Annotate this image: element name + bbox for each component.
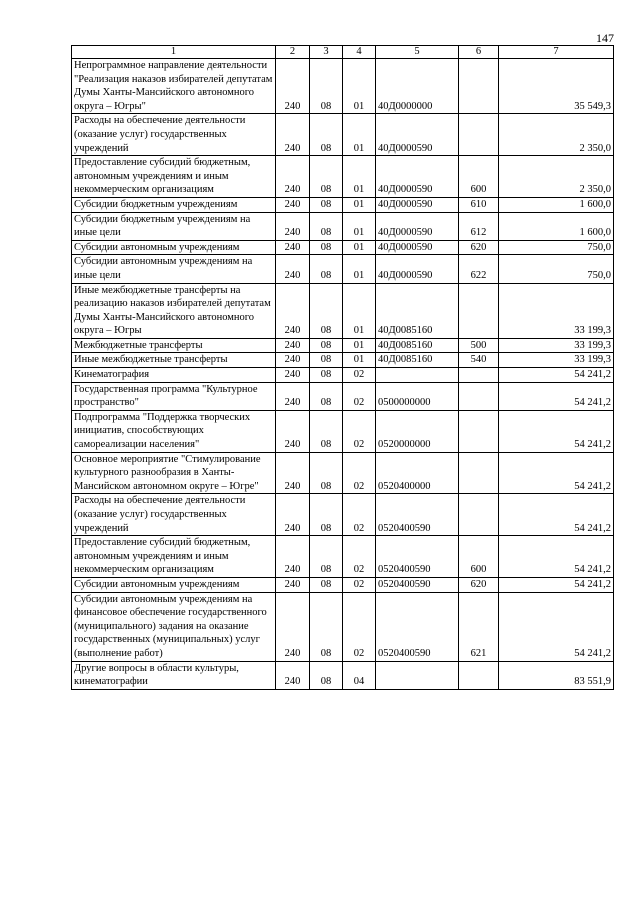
row-amount-cell: 33 199,3	[499, 338, 614, 353]
row-target-article-cell: 40Д0085160	[376, 338, 459, 353]
row-expense-type-cell	[459, 382, 499, 410]
row-subsection-cell: 01	[343, 212, 376, 240]
row-section-cell: 08	[310, 240, 343, 255]
row-name-cell: Основное мероприятие "Стимулирование культурного разнообразия в Ханты-Мансийском автономном округе – Югре"	[72, 452, 276, 494]
row-section-cell: 08	[310, 114, 343, 156]
row-expense-type-cell: 600	[459, 156, 499, 198]
header-row	[72, 46, 614, 59]
row-amount-cell: 54 241,2	[499, 494, 614, 536]
table-row	[72, 577, 614, 592]
row-name-cell: Подпрограмма "Поддержка творческих инициатив, способствующих самореализации населения"	[72, 410, 276, 452]
table-row	[72, 536, 614, 578]
row-target-article-cell: 0520400590	[376, 494, 459, 536]
row-code-cell: 240	[276, 240, 310, 255]
row-subsection-cell: 02	[343, 577, 376, 592]
row-expense-type-cell: 600	[459, 536, 499, 578]
row-amount-cell: 1 600,0	[499, 212, 614, 240]
row-amount-cell: 54 241,2	[499, 452, 614, 494]
row-name-cell: Субсидии автономным учреждениям	[72, 240, 276, 255]
row-subsection-cell: 02	[343, 494, 376, 536]
row-code-cell: 240	[276, 197, 310, 212]
row-subsection-cell: 02	[343, 536, 376, 578]
row-name-cell: Расходы на обеспечение деятельности (оказание услуг) государственных учреждений	[72, 494, 276, 536]
row-code-cell: 240	[276, 255, 310, 283]
row-subsection-cell: 01	[343, 255, 376, 283]
row-section-cell: 08	[310, 452, 343, 494]
row-expense-type-cell	[459, 410, 499, 452]
row-expense-type-cell	[459, 114, 499, 156]
row-subsection-cell: 02	[343, 452, 376, 494]
header-cell-7: 7	[499, 46, 614, 59]
row-subsection-cell: 02	[343, 592, 376, 661]
table-row	[72, 353, 614, 368]
table-row	[72, 255, 614, 283]
row-target-article-cell: 40Д0000590	[376, 240, 459, 255]
row-target-article-cell: 40Д0000590	[376, 114, 459, 156]
row-subsection-cell: 01	[343, 59, 376, 114]
row-name-cell: Государственная программа "Культурное пространство"	[72, 382, 276, 410]
row-code-cell: 240	[276, 338, 310, 353]
row-expense-type-cell: 621	[459, 592, 499, 661]
table-row	[72, 338, 614, 353]
row-amount-cell: 54 241,2	[499, 410, 614, 452]
row-expense-type-cell: 540	[459, 353, 499, 368]
row-section-cell: 08	[310, 536, 343, 578]
row-code-cell: 240	[276, 592, 310, 661]
row-expense-type-cell: 610	[459, 197, 499, 212]
row-amount-cell: 750,0	[499, 240, 614, 255]
row-subsection-cell: 02	[343, 368, 376, 383]
row-name-cell: Предоставление субсидий бюджетным, автономным учреждениям и иным некоммерческим организациям	[72, 156, 276, 198]
row-subsection-cell: 01	[343, 114, 376, 156]
row-code-cell: 240	[276, 59, 310, 114]
row-subsection-cell: 01	[343, 338, 376, 353]
row-code-cell: 240	[276, 494, 310, 536]
row-amount-cell: 33 199,3	[499, 353, 614, 368]
row-code-cell: 240	[276, 577, 310, 592]
row-section-cell: 08	[310, 368, 343, 383]
row-expense-type-cell: 620	[459, 240, 499, 255]
row-subsection-cell: 01	[343, 283, 376, 338]
row-section-cell: 08	[310, 59, 343, 114]
row-section-cell: 08	[310, 353, 343, 368]
table-row	[72, 240, 614, 255]
row-code-cell: 240	[276, 382, 310, 410]
table-row	[72, 452, 614, 494]
row-expense-type-cell	[459, 661, 499, 689]
row-target-article-cell: 0500000000	[376, 382, 459, 410]
table-row	[72, 661, 614, 689]
row-name-cell: Иные межбюджетные трансферты на реализацию наказов избирателей депутатам Думы Ханты-Мансийского автономного округа – Югры	[72, 283, 276, 338]
row-expense-type-cell: 622	[459, 255, 499, 283]
row-code-cell: 240	[276, 283, 310, 338]
row-target-article-cell	[376, 368, 459, 383]
row-code-cell: 240	[276, 114, 310, 156]
header-cell-6: 6	[459, 46, 499, 59]
row-amount-cell: 33 199,3	[499, 283, 614, 338]
row-subsection-cell: 01	[343, 156, 376, 198]
row-amount-cell: 54 241,2	[499, 536, 614, 578]
row-code-cell: 240	[276, 452, 310, 494]
row-amount-cell: 35 549,3	[499, 59, 614, 114]
row-section-cell: 08	[310, 156, 343, 198]
header-cell-5: 5	[376, 46, 459, 59]
table-row	[72, 410, 614, 452]
row-code-cell: 240	[276, 212, 310, 240]
row-section-cell: 08	[310, 661, 343, 689]
row-expense-type-cell	[459, 283, 499, 338]
row-expense-type-cell	[459, 452, 499, 494]
page-number: 147	[596, 31, 614, 45]
row-amount-cell: 54 241,2	[499, 368, 614, 383]
row-section-cell: 08	[310, 382, 343, 410]
row-amount-cell: 54 241,2	[499, 382, 614, 410]
row-subsection-cell: 02	[343, 410, 376, 452]
row-expense-type-cell	[459, 59, 499, 114]
row-code-cell: 240	[276, 368, 310, 383]
row-name-cell: Субсидии бюджетным учреждениям	[72, 197, 276, 212]
row-name-cell: Субсидии бюджетным учреждениям на иные цели	[72, 212, 276, 240]
row-section-cell: 08	[310, 338, 343, 353]
table-row	[72, 156, 614, 198]
row-name-cell: Субсидии автономным учреждениям	[72, 577, 276, 592]
row-target-article-cell: 0520400000	[376, 452, 459, 494]
row-amount-cell: 750,0	[499, 255, 614, 283]
row-subsection-cell: 01	[343, 353, 376, 368]
row-subsection-cell: 02	[343, 382, 376, 410]
row-target-article-cell: 40Д0085160	[376, 283, 459, 338]
table-row	[72, 212, 614, 240]
table-row	[72, 114, 614, 156]
table-row	[72, 59, 614, 114]
row-target-article-cell	[376, 661, 459, 689]
row-section-cell: 08	[310, 255, 343, 283]
row-section-cell: 08	[310, 494, 343, 536]
row-name-cell: Межбюджетные трансферты	[72, 338, 276, 353]
row-target-article-cell: 0520000000	[376, 410, 459, 452]
row-amount-cell: 83 551,9	[499, 661, 614, 689]
row-expense-type-cell	[459, 368, 499, 383]
row-amount-cell: 1 600,0	[499, 197, 614, 212]
row-name-cell: Предоставление субсидий бюджетным, автономным учреждениям и иным некоммерческим организациям	[72, 536, 276, 578]
row-target-article-cell: 0520400590	[376, 592, 459, 661]
row-name-cell: Другие вопросы в области культуры, кинематографии	[72, 661, 276, 689]
table-row	[72, 592, 614, 661]
row-target-article-cell: 0520400590	[376, 536, 459, 578]
table-row	[72, 283, 614, 338]
table-row	[72, 368, 614, 383]
budget-table	[71, 45, 614, 690]
row-section-cell: 08	[310, 197, 343, 212]
row-subsection-cell: 01	[343, 240, 376, 255]
row-section-cell: 08	[310, 283, 343, 338]
row-section-cell: 08	[310, 410, 343, 452]
row-amount-cell: 2 350,0	[499, 156, 614, 198]
row-name-cell: Субсидии автономным учреждениям на финансовое обеспечение государственного (муниципального) задания на оказание государственных (муниципальных) услуг (выполнение работ)	[72, 592, 276, 661]
row-expense-type-cell: 612	[459, 212, 499, 240]
row-name-cell: Расходы на обеспечение деятельности (оказание услуг) государственных учреждений	[72, 114, 276, 156]
row-target-article-cell: 0520400590	[376, 577, 459, 592]
row-name-cell: Субсидии автономным учреждениям на иные цели	[72, 255, 276, 283]
row-amount-cell: 54 241,2	[499, 592, 614, 661]
row-code-cell: 240	[276, 536, 310, 578]
row-expense-type-cell	[459, 494, 499, 536]
row-target-article-cell: 40Д0000000	[376, 59, 459, 114]
row-target-article-cell: 40Д0000590	[376, 197, 459, 212]
row-target-article-cell: 40Д0000590	[376, 212, 459, 240]
row-name-cell: Иные межбюджетные трансферты	[72, 353, 276, 368]
table-row	[72, 382, 614, 410]
header-cell-3: 3	[310, 46, 343, 59]
table-row	[72, 197, 614, 212]
row-subsection-cell: 01	[343, 197, 376, 212]
row-target-article-cell: 40Д0000590	[376, 156, 459, 198]
table-row	[72, 494, 614, 536]
row-expense-type-cell: 500	[459, 338, 499, 353]
row-target-article-cell: 40Д0000590	[376, 255, 459, 283]
row-name-cell: Кинематография	[72, 368, 276, 383]
row-amount-cell: 54 241,2	[499, 577, 614, 592]
row-name-cell: Непрограммное направление деятельности "Реализация наказов избирателей депутатам Думы Ханты-Мансийского автономного округа – Югры"	[72, 59, 276, 114]
row-section-cell: 08	[310, 592, 343, 661]
row-expense-type-cell: 620	[459, 577, 499, 592]
header-cell-2: 2	[276, 46, 310, 59]
row-target-article-cell: 40Д0085160	[376, 353, 459, 368]
row-code-cell: 240	[276, 353, 310, 368]
header-cell-4: 4	[343, 46, 376, 59]
header-cell-1: 1	[72, 46, 276, 59]
row-section-cell: 08	[310, 577, 343, 592]
row-code-cell: 240	[276, 156, 310, 198]
row-code-cell: 240	[276, 661, 310, 689]
row-section-cell: 08	[310, 212, 343, 240]
row-subsection-cell: 04	[343, 661, 376, 689]
row-amount-cell: 2 350,0	[499, 114, 614, 156]
row-code-cell: 240	[276, 410, 310, 452]
